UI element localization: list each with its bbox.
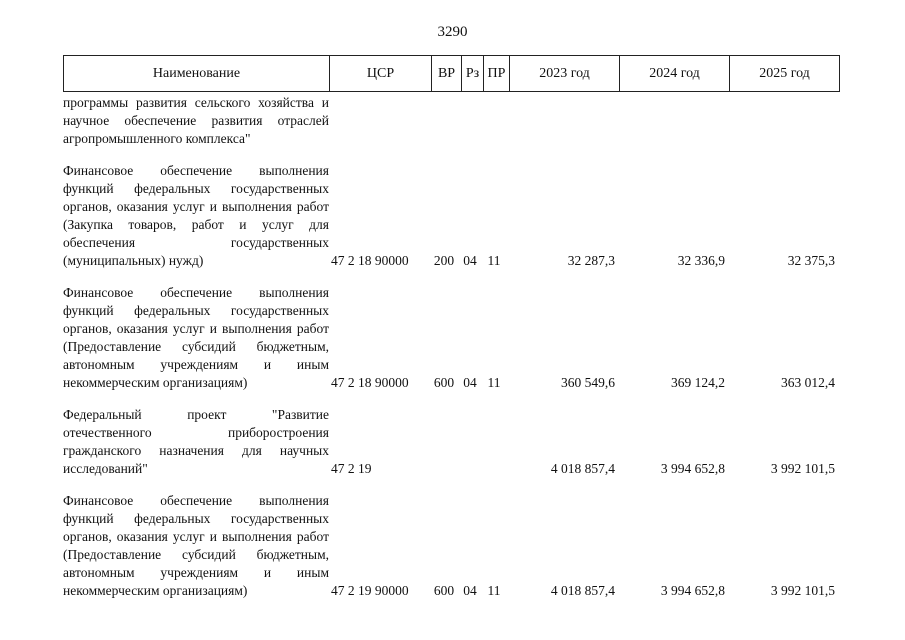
table-header [63,55,840,92]
table-body [63,94,845,614]
row-2024: 3 994 652,8 [660,461,725,476]
row-2023: 4 018 857,4 [550,583,615,598]
row-2025: 3 992 101,5 [770,461,835,476]
table-row [63,492,845,600]
row-2025: 363 012,4 [781,375,835,390]
header-pr: ПР [484,56,510,92]
header-name: Наименование [64,56,330,92]
header-2023: 2023 год [510,56,620,92]
row-2024: 3 994 652,8 [660,583,725,598]
row-vr: 200 [433,253,455,268]
table-row [63,406,845,478]
row-rz: 04 [463,583,477,598]
row-2024: 32 336,9 [677,253,725,268]
row-2025: 3 992 101,5 [770,583,835,598]
row-csr: 47 2 18 90000 [331,253,409,268]
row-rz: 04 [463,375,477,390]
row-2023: 4 018 857,4 [550,461,615,476]
row-name: Финансовое обеспечение выполнения функций федеральных государственных органов, оказания услуг и выполнения работ (Предоставление субсидий бюджетным, автономным учреждениям и иным некоммерческим организациям) [63,493,329,598]
row-2023: 360 549,6 [561,375,615,390]
row-2023: 32 287,3 [567,253,615,268]
row-csr: 47 2 19 [331,461,372,476]
row-2024: 369 124,2 [671,375,725,390]
table-row [63,94,845,148]
row-pr: 11 [487,375,501,390]
page-number: 3290 [437,24,468,40]
row-name: программы развития сельского хозяйства и научное обеспечение развития отраслей агропромышленного комплекса" [63,95,329,146]
header-2024: 2024 год [620,56,730,92]
table-row [63,162,845,270]
row-name: Финансовое обеспечение выполнения функций федеральных государственных органов, оказания услуг и выполнения работ (Предоставление субсидий бюджетным, автономным учреждениям и иным некоммерческим организациям) [63,285,329,390]
row-pr: 11 [487,583,501,598]
row-name: Федеральный проект "Развитие отечественного приборостроения гражданского назначения для научных исследований" [63,407,329,476]
header-rz: Рз [462,56,484,92]
table-row [63,284,845,392]
header-2025: 2025 год [730,56,840,92]
row-vr: 600 [433,375,455,390]
row-2025: 32 375,3 [787,253,835,268]
row-csr: 47 2 19 90000 [331,583,409,598]
header-csr: ЦСР [330,56,432,92]
row-rz: 04 [463,253,477,268]
row-vr: 600 [433,583,455,598]
row-csr: 47 2 18 90000 [331,375,409,390]
header-vr: ВР [432,56,462,92]
row-name: Финансовое обеспечение выполнения функций федеральных государственных органов, оказания услуг и выполнения работ (Закупка товаров, работ и услуг для обеспечения государственных (муниципальных) нужд) [63,163,329,268]
row-pr: 11 [487,253,501,268]
